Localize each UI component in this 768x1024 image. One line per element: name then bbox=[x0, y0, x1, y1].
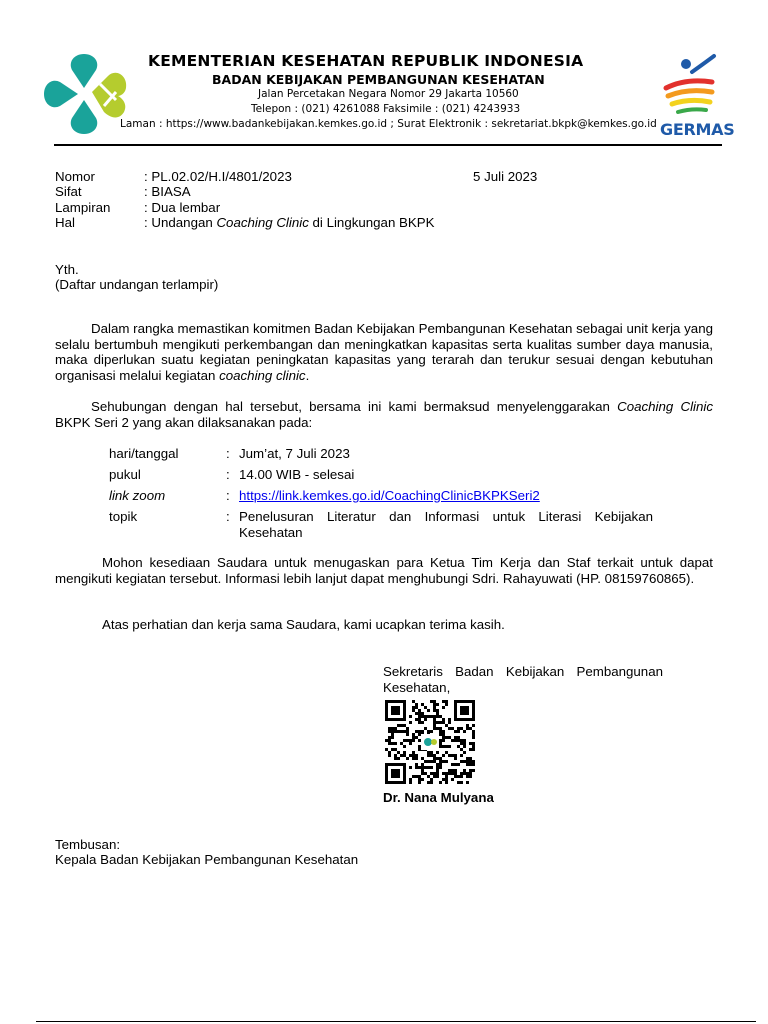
ministry-title: KEMENTERIAN KESEHATAN REPUBLIK INDONESIA bbox=[148, 52, 584, 70]
sifat-label: Sifat bbox=[55, 184, 82, 199]
germas-logo-arm bbox=[692, 56, 714, 72]
nomor-label: Nomor bbox=[55, 169, 95, 184]
agency-web-email: Laman : https://www.badankebijakan.kemkes.go.id ; Surat Elektronik : sekretariat.bkpk@kemkes.go.id bbox=[120, 118, 657, 130]
detail-time-value: 14.00 WIB - selesai bbox=[239, 467, 355, 482]
detail-colon: : bbox=[226, 488, 230, 503]
agency-phone: Telepon : (021) 4261088 Faksimile : (021) 4243933 bbox=[251, 103, 521, 115]
signatory-title: Sekretaris Badan Kebijakan Pembangunan Kesehatan, bbox=[383, 664, 663, 695]
detail-topic-value: Penelusuran Literatur dan Informasi untuk Literasi Kebijakan Kesehatan bbox=[239, 509, 653, 540]
agency-title: BADAN KEBIJAKAN PEMBANGUNAN KESEHATAN bbox=[212, 72, 545, 87]
germas-logo-swoosh-green bbox=[678, 109, 706, 112]
letter-date: 5 Juli 2023 bbox=[473, 169, 538, 184]
germas-logo bbox=[656, 52, 720, 122]
detail-colon: : bbox=[226, 446, 230, 461]
germas-logo-swoosh-orange bbox=[668, 91, 712, 96]
cc-label: Tembusan: bbox=[55, 837, 121, 852]
letterhead-divider bbox=[54, 144, 722, 146]
recipient-salutation: Yth. bbox=[55, 262, 79, 277]
kemkes-logo-teal-bottom bbox=[71, 100, 98, 134]
detail-time-label: pukul bbox=[109, 467, 141, 482]
detail-colon: : bbox=[226, 509, 230, 524]
detail-day-label: hari/tanggal bbox=[109, 446, 179, 461]
cc-item: Kepala Badan Kebijakan Pembangunan Kesehatan bbox=[55, 852, 359, 867]
detail-day-value: Jum’at, 7 Juli 2023 bbox=[239, 446, 350, 461]
detail-colon: : bbox=[226, 467, 230, 482]
footer-divider bbox=[36, 1021, 756, 1022]
kemkes-logo-teal-top bbox=[71, 54, 98, 88]
germas-logo-swoosh-yellow bbox=[672, 100, 710, 104]
body-paragraph-3: Mohon kesediaan Saudara untuk menugaskan para Ketua Tim Kerja dan Staf terkait untuk dapat mengikuti kegiatan tersebut. Informasi lebih lanjut dapat menghubungi Sdri. Rahayuwati (HP. 08159760865). bbox=[55, 555, 713, 586]
hal-value: : Undangan Coaching Clinic di Lingkungan BKPK bbox=[144, 215, 435, 230]
body-paragraph-4: Atas perhatian dan kerja sama Saudara, kami ucapkan terima kasih. bbox=[102, 617, 505, 632]
body-paragraph-1: Dalam rangka memastikan komitmen Badan Kebijakan Pembangunan Kesehatan sebagai unit kerja yang selalu bertumbuh mengikuti perkembangan dan meningkatkan kapasitas serta kualitas sumber daya manusia, maka diperlukan suatu kegiatan peningkatan kapasitas yang terarah dan terukur sesuai dengan kebutuhan organisasi melalui kegiatan coaching clinic. bbox=[55, 321, 713, 383]
germas-label: GERMAS bbox=[660, 120, 735, 139]
sifat-value: : BIASA bbox=[144, 184, 191, 199]
nomor-value: : PL.02.02/H.I/4801/2023 bbox=[144, 169, 292, 184]
germas-logo-head bbox=[681, 59, 691, 69]
zoom-link[interactable]: https://link.kemkes.go.id/CoachingClinicBKPKSeri2 bbox=[239, 488, 540, 503]
detail-topic-label: topik bbox=[109, 509, 138, 524]
recipient-list: (Daftar undangan terlampir) bbox=[55, 277, 219, 292]
kemkes-logo-teal-left bbox=[44, 81, 78, 108]
body-paragraph-2: Sehubungan dengan hal tersebut, bersama ini kami bermaksud menyelenggarakan Coaching Clinic BKPK Seri 2 yang akan dilaksanakan pada: bbox=[55, 399, 713, 430]
agency-address: Jalan Percetakan Negara Nomor 29 Jakarta 10560 bbox=[258, 88, 519, 100]
germas-logo-swoosh-red bbox=[666, 81, 712, 88]
lampiran-label: Lampiran bbox=[55, 200, 111, 215]
signatory-name: Dr. Nana Mulyana bbox=[383, 790, 494, 805]
lampiran-value: : Dua lembar bbox=[144, 200, 221, 215]
signature-qr-code bbox=[385, 700, 475, 784]
detail-zoom-label: link zoom bbox=[109, 488, 166, 503]
hal-label: Hal bbox=[55, 215, 75, 230]
kemkes-logo bbox=[38, 48, 130, 140]
